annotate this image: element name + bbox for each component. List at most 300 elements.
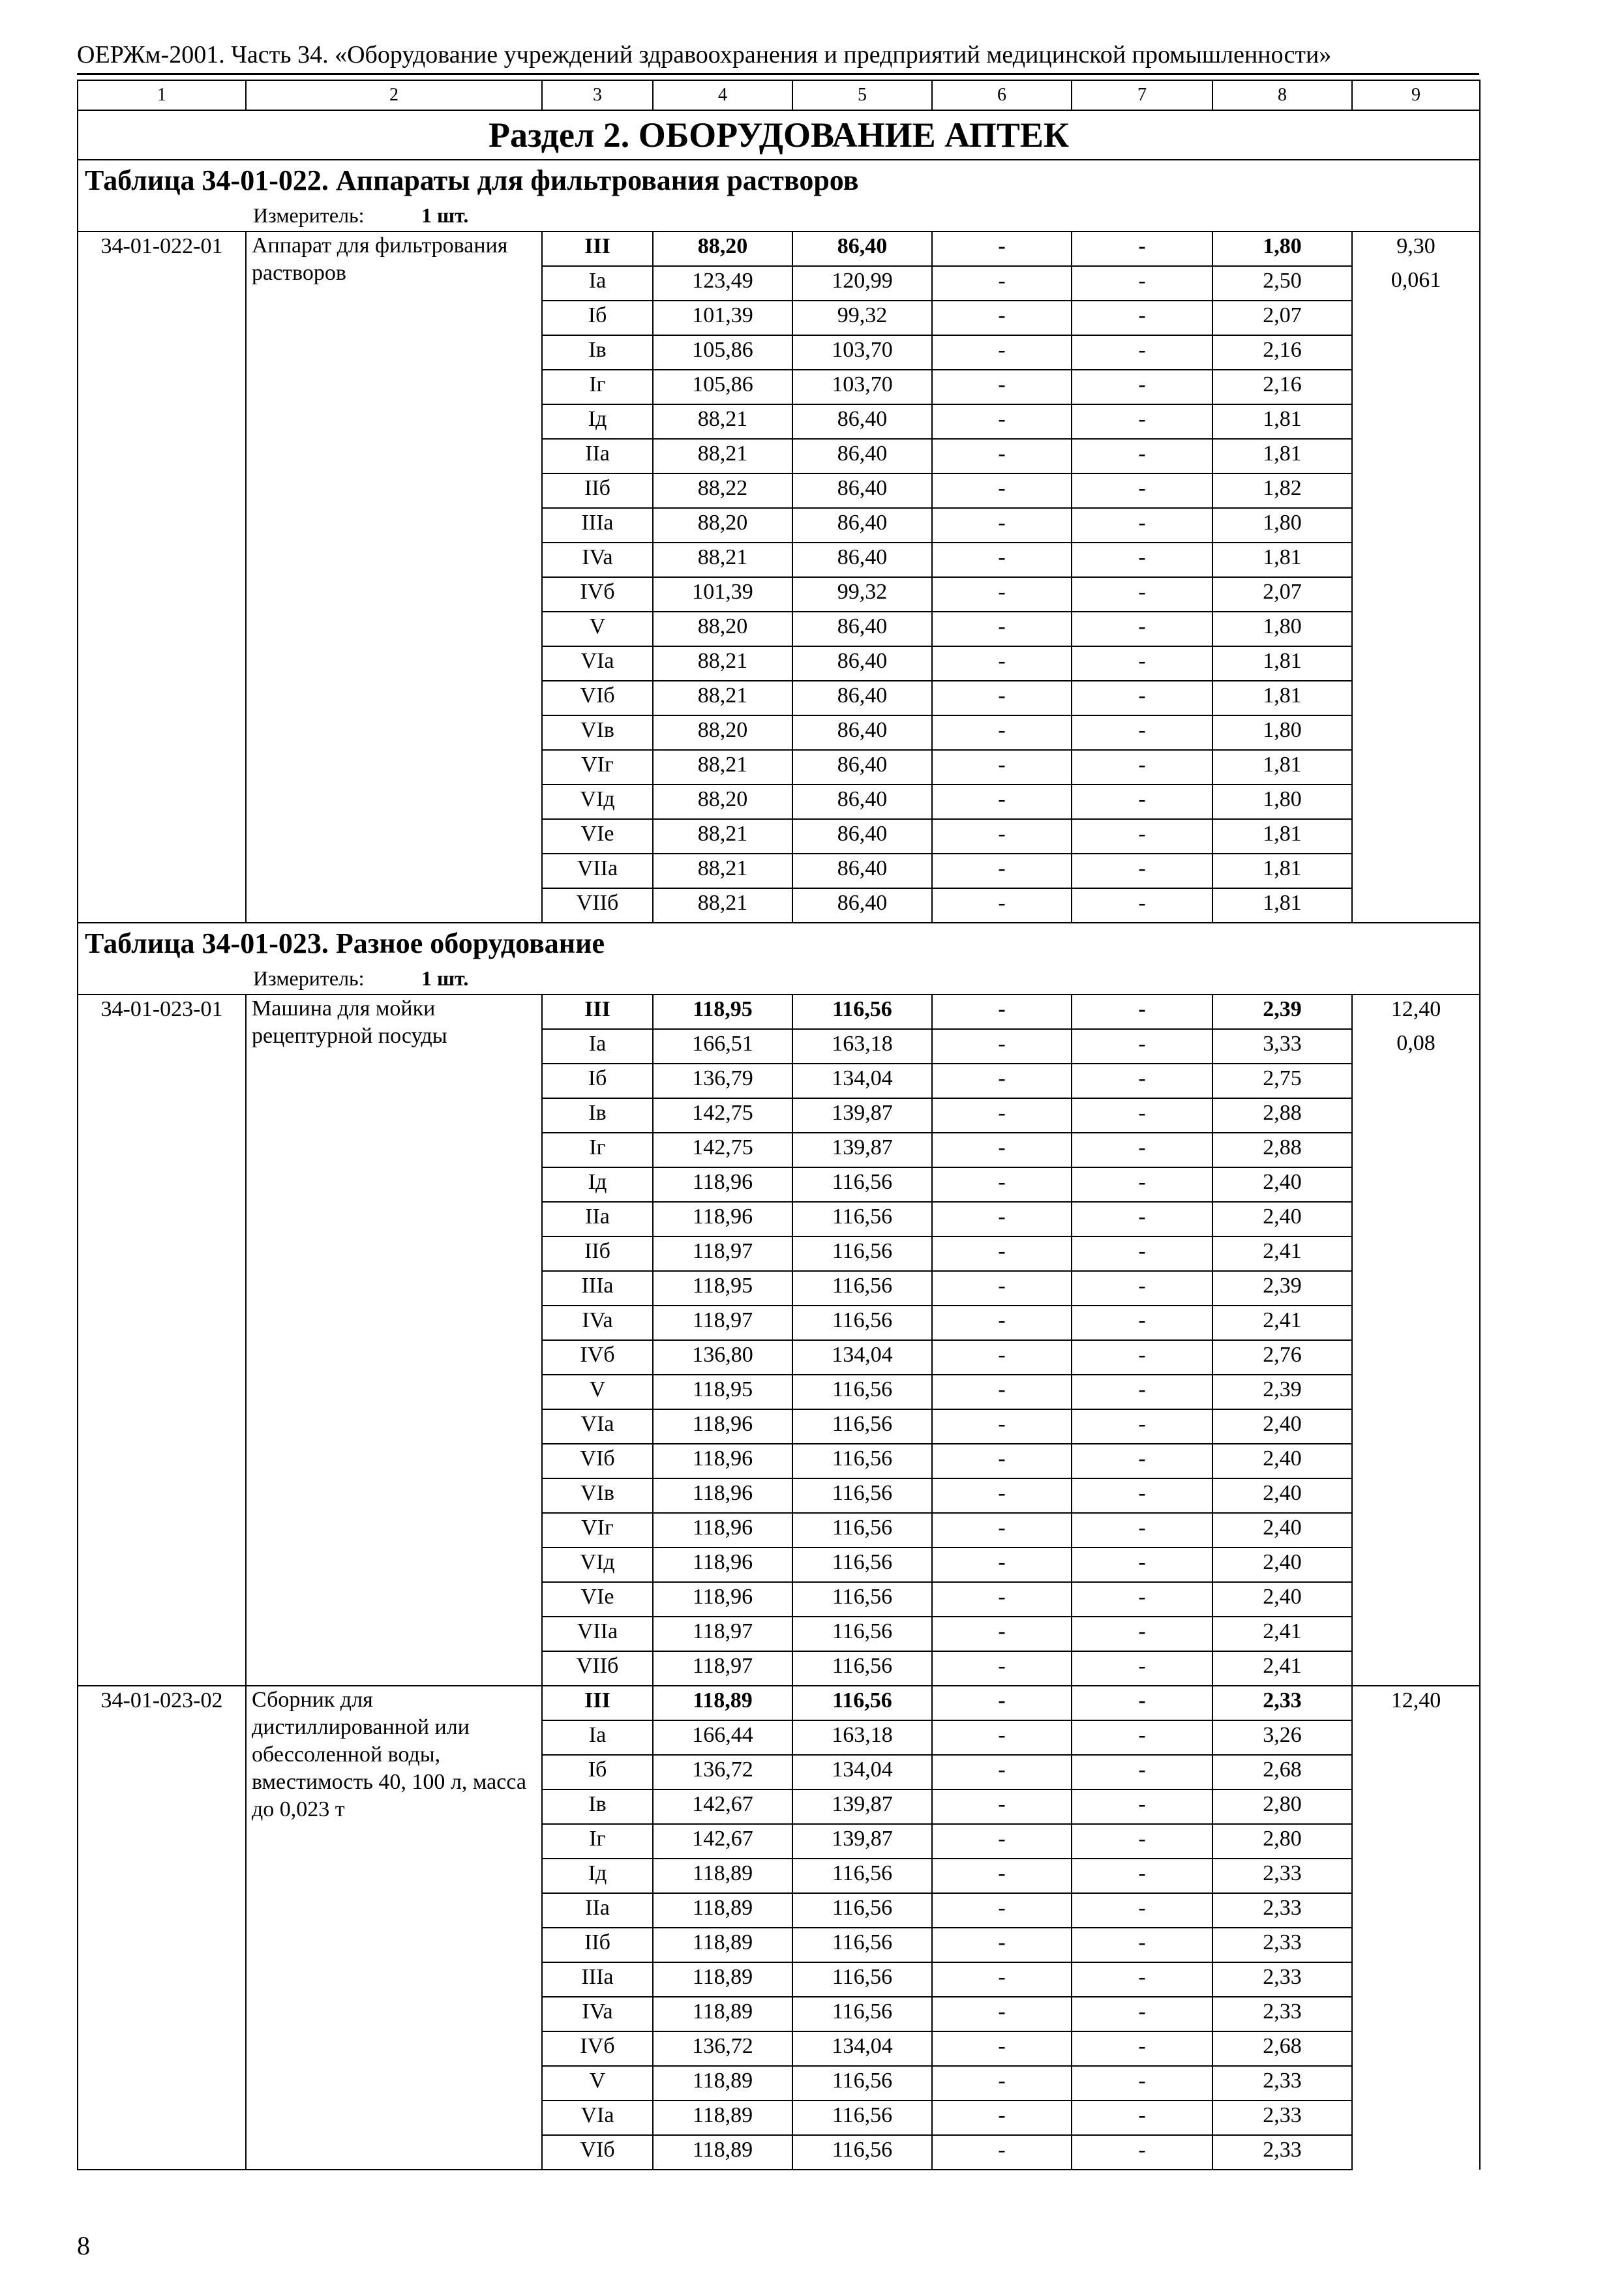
extra-cell xyxy=(1352,1720,1480,1755)
table-cell: IVa xyxy=(542,1997,653,2031)
extra-cell xyxy=(1352,1962,1480,1997)
extra-cell: 9,30 xyxy=(1352,232,1480,266)
table-cell: IIa xyxy=(542,439,653,473)
column-number-row xyxy=(78,80,1480,110)
table-cell: 118,96 xyxy=(653,1582,792,1617)
table-cell: IVб xyxy=(542,1340,653,1375)
table-cell: - xyxy=(932,2101,1072,2135)
table-cell: 86,40 xyxy=(792,508,932,543)
table-cell: VIд xyxy=(542,1548,653,1582)
table-cell: - xyxy=(1072,1236,1212,1271)
extra-cell xyxy=(1352,1789,1480,1824)
table-cell: - xyxy=(1072,1271,1212,1306)
item-code: 34-01-022-01 xyxy=(78,232,246,923)
table-cell: - xyxy=(932,335,1072,370)
table-cell: 142,75 xyxy=(653,1133,792,1167)
table-cell: 101,39 xyxy=(653,577,792,612)
extra-cell xyxy=(1352,1167,1480,1202)
extra-cell xyxy=(1352,681,1480,715)
table-cell: - xyxy=(932,1651,1072,1686)
table-cell: 139,87 xyxy=(792,1098,932,1133)
table-cell: 134,04 xyxy=(792,1064,932,1098)
table-cell: - xyxy=(1072,1098,1212,1133)
extra-cell xyxy=(1352,1651,1480,1686)
table-cell: 118,96 xyxy=(653,1409,792,1444)
table-cell: 116,56 xyxy=(792,1375,932,1409)
table-cell: 1,80 xyxy=(1212,715,1352,750)
table-cell: - xyxy=(1072,1478,1212,1513)
table-cell: 2,88 xyxy=(1212,1133,1352,1167)
column-number: 6 xyxy=(932,80,1072,110)
page-number: 8 xyxy=(77,2231,90,2260)
extra-cell xyxy=(1352,335,1480,370)
extra-cell xyxy=(1352,1755,1480,1789)
table-cell: 86,40 xyxy=(792,888,932,923)
table-cell: Iд xyxy=(542,404,653,439)
table-cell: 166,51 xyxy=(653,1029,792,1064)
table-cell: 163,18 xyxy=(792,1029,932,1064)
table-cell: IIa xyxy=(542,1893,653,1928)
table-cell: - xyxy=(1072,473,1212,508)
table-cell: - xyxy=(932,1928,1072,1962)
table-cell: 142,67 xyxy=(653,1789,792,1824)
table-cell: 2,39 xyxy=(1212,1375,1352,1409)
table-cell: 1,81 xyxy=(1212,819,1352,854)
table-cell: 1,81 xyxy=(1212,888,1352,923)
table-cell: 166,44 xyxy=(653,1720,792,1755)
table-cell: III xyxy=(542,995,653,1029)
page-header: ОЕРЖм-2001. Часть 34. «Оборудование учреждений здравоохранения и предприятий медицинской промышленности» xyxy=(77,41,1332,68)
table-cell: - xyxy=(932,370,1072,404)
extra-cell xyxy=(1352,1064,1480,1098)
table-cell: VIa xyxy=(542,646,653,681)
column-number: 2 xyxy=(246,80,542,110)
table-cell: 2,33 xyxy=(1212,1893,1352,1928)
extra-cell: 12,40 xyxy=(1352,995,1480,1029)
table-cell: Iб xyxy=(542,1064,653,1098)
extra-cell xyxy=(1352,1824,1480,1859)
table-cell: 120,99 xyxy=(792,266,932,301)
table-cell: 2,41 xyxy=(1212,1236,1352,1271)
table-cell: V xyxy=(542,1375,653,1409)
table-cell: IIб xyxy=(542,473,653,508)
table-cell: 116,56 xyxy=(792,1962,932,1997)
column-number: 7 xyxy=(1072,80,1212,110)
table-cell: 86,40 xyxy=(792,785,932,819)
table-cell: - xyxy=(932,1755,1072,1789)
table-cell: 116,56 xyxy=(792,1859,932,1893)
table-cell: - xyxy=(932,1098,1072,1133)
table-cell: - xyxy=(1072,439,1212,473)
table-cell: - xyxy=(932,1478,1072,1513)
table-cell: VIд xyxy=(542,785,653,819)
table-cell: - xyxy=(1072,1167,1212,1202)
table-cell: 88,21 xyxy=(653,854,792,888)
table-cell: 116,56 xyxy=(792,1686,932,1720)
extra-cell xyxy=(1352,1098,1480,1133)
table-cell: VIб xyxy=(542,1444,653,1478)
table-cell: - xyxy=(1072,1582,1212,1617)
table-cell: - xyxy=(932,1962,1072,1997)
table-cell: 86,40 xyxy=(792,439,932,473)
table-cell: 1,81 xyxy=(1212,750,1352,785)
table-cell: 118,89 xyxy=(653,2135,792,2170)
extra-cell xyxy=(1352,888,1480,923)
table-cell: 118,96 xyxy=(653,1167,792,1202)
table-cell: 116,56 xyxy=(792,1236,932,1271)
table-cell: 134,04 xyxy=(792,1755,932,1789)
column-number: 5 xyxy=(792,80,932,110)
extra-cell xyxy=(1352,1548,1480,1582)
table-title-row xyxy=(78,160,1480,202)
table-cell: - xyxy=(932,750,1072,785)
table-cell: 86,40 xyxy=(792,681,932,715)
table-cell: - xyxy=(932,301,1072,335)
table-cell: - xyxy=(1072,715,1212,750)
table-cell: 88,21 xyxy=(653,819,792,854)
table-cell: 86,40 xyxy=(792,612,932,646)
table-cell: 118,97 xyxy=(653,1651,792,1686)
table-cell: 1,80 xyxy=(1212,612,1352,646)
table-cell: - xyxy=(1072,819,1212,854)
extra-cell xyxy=(1352,473,1480,508)
table-cell: - xyxy=(932,1167,1072,1202)
table-cell: - xyxy=(932,1340,1072,1375)
item-code: 34-01-023-01 xyxy=(78,995,246,1686)
measure-unit xyxy=(78,202,1480,232)
table-cell: - xyxy=(932,785,1072,819)
table-cell: 116,56 xyxy=(792,1548,932,1582)
table-cell: 86,40 xyxy=(792,404,932,439)
table-cell: - xyxy=(932,2066,1072,2101)
table-cell: - xyxy=(1072,1444,1212,1478)
table-cell: - xyxy=(932,2031,1072,2066)
table-cell: 2,40 xyxy=(1212,1444,1352,1478)
table-cell: 118,89 xyxy=(653,1686,792,1720)
table-cell: - xyxy=(1072,404,1212,439)
table-cell: - xyxy=(932,1617,1072,1651)
table-cell: Iг xyxy=(542,1133,653,1167)
table-cell: - xyxy=(1072,1064,1212,1098)
table-cell: 2,33 xyxy=(1212,1686,1352,1720)
extra-cell xyxy=(1352,1617,1480,1651)
table-row xyxy=(78,232,1480,266)
table-cell: - xyxy=(1072,1928,1212,1962)
table-cell: 1,81 xyxy=(1212,681,1352,715)
table-cell: - xyxy=(1072,1789,1212,1824)
table-cell: - xyxy=(932,1686,1072,1720)
table-cell: 116,56 xyxy=(792,1651,932,1686)
table-cell: - xyxy=(1072,1859,1212,1893)
measure-row xyxy=(78,965,1480,995)
extra-cell xyxy=(1352,2135,1480,2170)
table-cell: 2,33 xyxy=(1212,1928,1352,1962)
table-cell: 3,26 xyxy=(1212,1720,1352,1755)
table-cell: - xyxy=(1072,577,1212,612)
table-cell: - xyxy=(932,1789,1072,1824)
table-cell: 2,88 xyxy=(1212,1098,1352,1133)
column-number: 9 xyxy=(1352,80,1480,110)
table-cell: 116,56 xyxy=(792,2101,932,2135)
table-cell: Iв xyxy=(542,1789,653,1824)
table-cell: 88,20 xyxy=(653,508,792,543)
table-cell: 134,04 xyxy=(792,1340,932,1375)
table-cell: IIб xyxy=(542,1236,653,1271)
table-cell: 136,80 xyxy=(653,1340,792,1375)
table-cell: - xyxy=(1072,1513,1212,1548)
table-cell: 134,04 xyxy=(792,2031,932,2066)
extra-cell xyxy=(1352,646,1480,681)
table-cell: - xyxy=(932,1720,1072,1755)
table-cell: 86,40 xyxy=(792,543,932,577)
table-cell: 1,80 xyxy=(1212,785,1352,819)
table-cell: - xyxy=(1072,1651,1212,1686)
table-cell: 118,97 xyxy=(653,1617,792,1651)
table-cell: - xyxy=(932,1513,1072,1548)
table-cell: VIб xyxy=(542,2135,653,2170)
measure-unit xyxy=(78,965,1480,995)
table-cell: 118,96 xyxy=(653,1548,792,1582)
table-cell: - xyxy=(932,543,1072,577)
table-cell: 88,20 xyxy=(653,612,792,646)
table-cell: IIб xyxy=(542,1928,653,1962)
column-number: 8 xyxy=(1212,80,1352,110)
table-cell: 2,16 xyxy=(1212,335,1352,370)
table-cell: - xyxy=(1072,1133,1212,1167)
table-cell: - xyxy=(1072,1409,1212,1444)
table-cell: VIa xyxy=(542,2101,653,2135)
extra-cell xyxy=(1352,1893,1480,1928)
table-cell: 101,39 xyxy=(653,301,792,335)
table-cell: 2,50 xyxy=(1212,266,1352,301)
table-cell: 1,81 xyxy=(1212,543,1352,577)
extra-cell xyxy=(1352,439,1480,473)
table-cell: 88,21 xyxy=(653,404,792,439)
table-cell: 2,40 xyxy=(1212,1202,1352,1236)
table-cell: - xyxy=(1072,888,1212,923)
item-name: Машина для мойки рецептурной посуды xyxy=(246,995,542,1686)
table-cell: - xyxy=(1072,1824,1212,1859)
table-cell: V xyxy=(542,2066,653,2101)
column-number: 1 xyxy=(78,80,246,110)
table-cell: 118,95 xyxy=(653,995,792,1029)
table-cell: 88,21 xyxy=(653,543,792,577)
table-cell: VIa xyxy=(542,1409,653,1444)
table-cell: 139,87 xyxy=(792,1824,932,1859)
table-cell: Iб xyxy=(542,1755,653,1789)
extra-cell xyxy=(1352,543,1480,577)
table-cell: - xyxy=(932,1997,1072,2031)
table-cell: 2,40 xyxy=(1212,1478,1352,1513)
table-cell: IIIa xyxy=(542,1271,653,1306)
table-cell: Iг xyxy=(542,370,653,404)
item-name: Сборник для дистиллированной или обессоленной воды, вместимость 40, 100 л, масса до 0,023 т xyxy=(246,1686,542,2170)
table-cell: Iб xyxy=(542,301,653,335)
table-cell: - xyxy=(932,888,1072,923)
table-cell: - xyxy=(1072,1340,1212,1375)
extra-cell xyxy=(1352,1859,1480,1893)
table-cell: 116,56 xyxy=(792,1617,932,1651)
extra-cell: 0,08 xyxy=(1352,1029,1480,1064)
table-cell: 139,87 xyxy=(792,1789,932,1824)
table-cell: 1,82 xyxy=(1212,473,1352,508)
table-cell: - xyxy=(932,1236,1072,1271)
table-cell: 2,76 xyxy=(1212,1340,1352,1375)
table-cell: - xyxy=(932,681,1072,715)
table-cell: - xyxy=(1072,1306,1212,1340)
extra-cell xyxy=(1352,1478,1480,1513)
table-cell: - xyxy=(1072,646,1212,681)
table-cell: VIв xyxy=(542,715,653,750)
table-cell: - xyxy=(1072,1686,1212,1720)
table-cell: - xyxy=(932,646,1072,681)
table-cell: 116,56 xyxy=(792,2135,932,2170)
table-cell: 2,68 xyxy=(1212,2031,1352,2066)
table-cell: 2,41 xyxy=(1212,1651,1352,1686)
table-cell: - xyxy=(932,1306,1072,1340)
table-cell: Ia xyxy=(542,1720,653,1755)
item-name: Аппарат для фильтрования растворов xyxy=(246,232,542,923)
table-cell: Iв xyxy=(542,1098,653,1133)
table-cell: - xyxy=(932,819,1072,854)
table-cell: - xyxy=(1072,2135,1212,2170)
table-cell: - xyxy=(932,439,1072,473)
table-cell: - xyxy=(1072,750,1212,785)
extra-cell xyxy=(1352,612,1480,646)
section-row xyxy=(78,110,1480,160)
table-cell: 116,56 xyxy=(792,1582,932,1617)
table-cell: - xyxy=(932,266,1072,301)
table-cell: 1,81 xyxy=(1212,439,1352,473)
table-title: Таблица 34-01-023. Разное оборудование xyxy=(78,923,1480,965)
table-cell: 142,75 xyxy=(653,1098,792,1133)
table-cell: 86,40 xyxy=(792,473,932,508)
column-number: 3 xyxy=(542,80,653,110)
table-cell: 118,89 xyxy=(653,2101,792,2135)
extra-cell xyxy=(1352,819,1480,854)
extra-cell xyxy=(1352,1133,1480,1167)
table-cell: VIe xyxy=(542,819,653,854)
table-cell: - xyxy=(932,1582,1072,1617)
extra-cell xyxy=(1352,1340,1480,1375)
table-cell: 2,07 xyxy=(1212,301,1352,335)
measure-value: 1 шт. xyxy=(421,203,469,227)
table-title: Таблица 34-01-022. Аппараты для фильтрования растворов xyxy=(78,160,1480,202)
table-cell: - xyxy=(1072,1893,1212,1928)
table-cell: 2,40 xyxy=(1212,1582,1352,1617)
extra-cell xyxy=(1352,2066,1480,2101)
table-cell: 136,79 xyxy=(653,1064,792,1098)
table-cell: 88,21 xyxy=(653,750,792,785)
table-cell: 2,80 xyxy=(1212,1824,1352,1859)
table-cell: 86,40 xyxy=(792,854,932,888)
table-cell: VIIб xyxy=(542,1651,653,1686)
table-cell: - xyxy=(1072,1720,1212,1755)
table-cell: - xyxy=(932,473,1072,508)
table-cell: VIг xyxy=(542,1513,653,1548)
table-cell: - xyxy=(1072,232,1212,266)
section-title: Раздел 2. ОБОРУДОВАНИЕ АПТЕК xyxy=(78,110,1480,160)
extra-cell xyxy=(1352,2101,1480,2135)
table-cell: - xyxy=(1072,2101,1212,2135)
table-cell: - xyxy=(1072,1997,1212,2031)
table-cell: - xyxy=(1072,612,1212,646)
table-cell: 116,56 xyxy=(792,1513,932,1548)
table-cell: 118,97 xyxy=(653,1306,792,1340)
table-cell: 163,18 xyxy=(792,1720,932,1755)
table-cell: 2,33 xyxy=(1212,1997,1352,2031)
table-cell: - xyxy=(932,2135,1072,2170)
table-cell: Ia xyxy=(542,1029,653,1064)
table-cell: Ia xyxy=(542,266,653,301)
table-cell: IVa xyxy=(542,543,653,577)
table-cell: - xyxy=(1072,1202,1212,1236)
table-cell: 1,80 xyxy=(1212,508,1352,543)
table-cell: V xyxy=(542,612,653,646)
table-cell: 116,56 xyxy=(792,1444,932,1478)
table-cell: 136,72 xyxy=(653,1755,792,1789)
table-cell: 86,40 xyxy=(792,715,932,750)
header-rule xyxy=(77,73,1479,75)
extra-cell xyxy=(1352,1997,1480,2031)
table-cell: 118,96 xyxy=(653,1444,792,1478)
table-cell: 116,56 xyxy=(792,1478,932,1513)
table-cell: VIг xyxy=(542,750,653,785)
table-cell: 118,89 xyxy=(653,1962,792,1997)
table-cell: - xyxy=(1072,1962,1212,1997)
extra-cell xyxy=(1352,1375,1480,1409)
table-cell: 116,56 xyxy=(792,1306,932,1340)
table-cell: 2,68 xyxy=(1212,1755,1352,1789)
extra-cell: 12,40 xyxy=(1352,1686,1480,1720)
table-cell: 1,81 xyxy=(1212,404,1352,439)
table-cell: 2,40 xyxy=(1212,1548,1352,1582)
extra-cell xyxy=(1352,2031,1480,2066)
table-cell: 118,89 xyxy=(653,1928,792,1962)
table-cell: 3,33 xyxy=(1212,1029,1352,1064)
table-cell: - xyxy=(1072,370,1212,404)
extra-cell xyxy=(1352,785,1480,819)
table-cell: - xyxy=(932,404,1072,439)
table-cell: 118,96 xyxy=(653,1202,792,1236)
table-cell: Iг xyxy=(542,1824,653,1859)
table-cell: - xyxy=(1072,1755,1212,1789)
table-row xyxy=(78,1686,1480,1720)
table-cell: - xyxy=(1072,681,1212,715)
table-cell: 2,33 xyxy=(1212,2135,1352,2170)
table-cell: 2,33 xyxy=(1212,1962,1352,1997)
table-cell: - xyxy=(1072,2066,1212,2101)
table-cell: 88,20 xyxy=(653,785,792,819)
table-cell: 1,80 xyxy=(1212,232,1352,266)
table-cell: Iв xyxy=(542,335,653,370)
extra-cell xyxy=(1352,854,1480,888)
table-cell: 118,89 xyxy=(653,1997,792,2031)
table-cell: - xyxy=(932,1133,1072,1167)
table-cell: - xyxy=(1072,854,1212,888)
table-row xyxy=(78,995,1480,1029)
table-cell: 103,70 xyxy=(792,370,932,404)
table-cell: 116,56 xyxy=(792,1271,932,1306)
table-cell: IIa xyxy=(542,1202,653,1236)
table-cell: 116,56 xyxy=(792,1167,932,1202)
table-cell: - xyxy=(1072,508,1212,543)
table-cell: 118,97 xyxy=(653,1236,792,1271)
table-cell: - xyxy=(932,577,1072,612)
extra-cell xyxy=(1352,1444,1480,1478)
table-cell: - xyxy=(932,232,1072,266)
table-cell: 118,95 xyxy=(653,1271,792,1306)
